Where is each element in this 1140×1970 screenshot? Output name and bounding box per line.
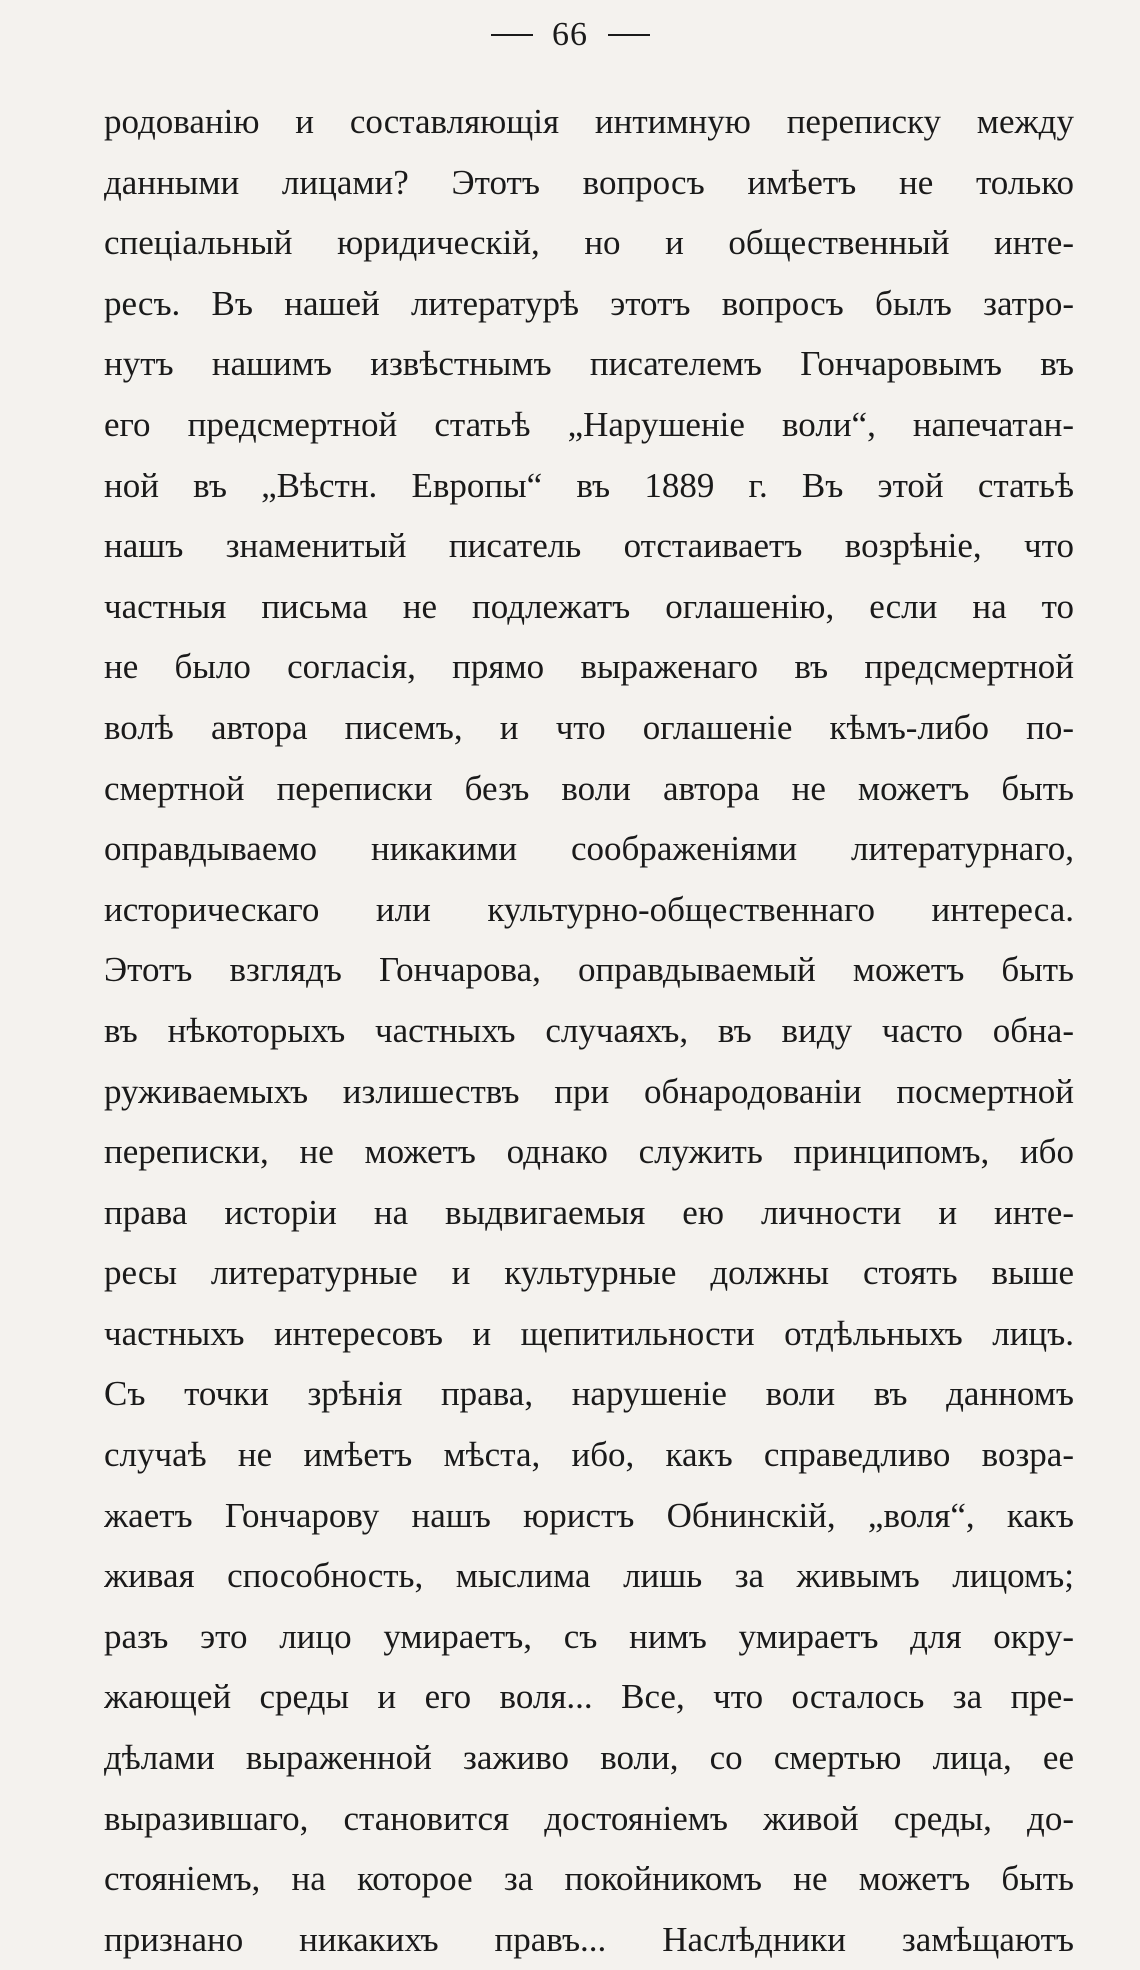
text-line: не было согласія, прямо выраженаго въ предсмертной	[104, 647, 1074, 687]
text-line: ной въ „Вѣстн. Европы“ въ 1889 г. Въ этой статьѣ	[104, 465, 1074, 505]
text-line: жающей среды и его воля... Все, что осталось за пре-	[104, 1677, 1074, 1717]
text-line: оправдываемо никакими соображеніями литературнаго,	[104, 829, 1074, 869]
text-line: права исторіи на выдвигаемыя ею личности и инте-	[104, 1192, 1074, 1232]
text-line: смертной переписки безъ воли автора не можетъ быть	[104, 768, 1074, 808]
page-number: 66	[552, 16, 588, 54]
text-line: Съ точки зрѣнія права, нарушеніе воли въ данномъ	[104, 1374, 1074, 1414]
text-line: ресы литературные и культурные должны стоять выше	[104, 1253, 1074, 1293]
text-line: его предсмертной статьѣ „Нарушеніе воли“, напечатан-	[104, 404, 1074, 444]
text-line: жаетъ Гончарову нашъ юристъ Обнинскій, „воля“, какъ	[104, 1495, 1074, 1535]
text-line: Этотъ взглядъ Гончарова, оправдываемый можетъ быть	[104, 950, 1074, 990]
text-line: частныхъ интересовъ и щепитильности отдѣльныхъ лицъ.	[104, 1313, 1074, 1353]
text-line: разъ это лицо умираетъ, съ нимъ умираетъ для окру-	[104, 1616, 1074, 1656]
text-line: ресъ. Въ нашей литературѣ этотъ вопросъ былъ затро-	[104, 283, 1074, 323]
page-header	[0, 14, 1140, 54]
text-line: нутъ нашимъ извѣстнымъ писателемъ Гончаровымъ въ	[104, 344, 1074, 384]
body-text	[104, 92, 1074, 1970]
text-line: волѣ автора писемъ, и что оглашеніе кѣмъ-либо по-	[104, 707, 1074, 747]
text-line: руживаемыхъ излишествъ при обнародованіи посмертной	[104, 1071, 1074, 1111]
text-line: въ нѣкоторыхъ частныхъ случаяхъ, въ виду часто обна-	[104, 1010, 1074, 1050]
text-line: частныя письма не подлежатъ оглашенію, если на то	[104, 586, 1074, 626]
header-dash-right	[608, 34, 650, 36]
text-line: нашъ знаменитый писатель отстаиваетъ возрѣніе, что	[104, 526, 1074, 566]
text-line: признано никакихъ правъ... Наслѣдники замѣщаютъ	[104, 1919, 1074, 1959]
text-line: переписки, не можетъ однако служить принципомъ, ибо	[104, 1132, 1074, 1172]
text-line: данными лицами? Этотъ вопросъ имѣетъ не только	[104, 162, 1074, 202]
text-line: историческаго или культурно-общественнаго интереса.	[104, 889, 1074, 929]
text-line: случаѣ не имѣетъ мѣста, ибо, какъ справедливо возра-	[104, 1435, 1074, 1475]
text-line: стояніемъ, на которое за покойникомъ не можетъ быть	[104, 1859, 1074, 1899]
text-line: родованію и составляющія интимную переписку между	[104, 102, 1074, 141]
header-dash-left	[491, 34, 533, 36]
text-line: спеціальный юридическій, но и общественный инте-	[104, 223, 1074, 263]
text-line: живая способность, мыслима лишь за живымъ лицомъ;	[104, 1556, 1074, 1596]
text-line: дѣлами выраженной заживо воли, со смертью лица, ее	[104, 1738, 1074, 1778]
text-line: выразившаго, становится достояніемъ живой среды, до-	[104, 1798, 1074, 1838]
